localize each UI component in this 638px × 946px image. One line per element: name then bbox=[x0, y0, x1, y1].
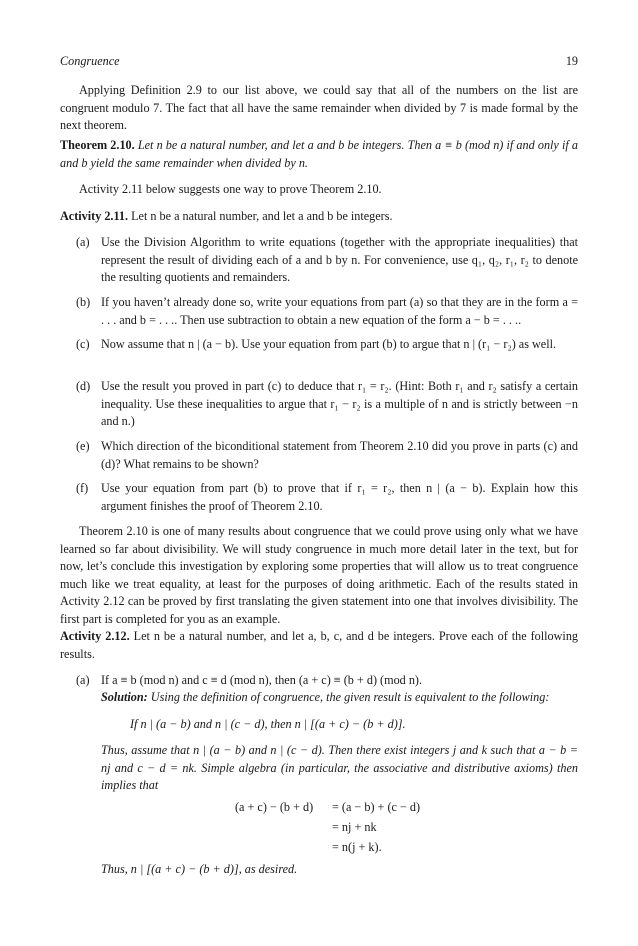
activity-2-11-heading bbox=[60, 208, 578, 226]
item-label: (c) bbox=[76, 337, 90, 351]
solution-conclusion: Thus, n | [(a + c) − (b + d)], as desired. bbox=[101, 862, 298, 876]
solution-statement: If n | (a − b) and n | (c − d), then n | [(a + c) − (b + d)]. bbox=[130, 717, 406, 731]
activity-label: Activity 2.12. bbox=[60, 629, 130, 643]
item-text: If you haven’t already done so, write your equations from part (a) so that they are in the form a = . . . and b = . . .. Then use subtraction to obtain a new equation of the form a − b = . . .. bbox=[101, 295, 578, 327]
equation-line: = n(j + k). bbox=[332, 840, 382, 854]
item-label: (a) bbox=[76, 673, 90, 687]
item-label: (b) bbox=[76, 295, 91, 309]
item-text: If a ≡ b (mod n) and c ≡ d (mod n), then (a + c) ≡ (b + d) (mod n). bbox=[101, 673, 423, 687]
paragraph-congruence-properties: Theorem 2.10 is one of many results about congruence that we could prove using only what we have learned so far about divisibility. We will study congruence in much more detail later in the text, but for now, let’s conclude this investigation by exploring some properties that will allow us to treat congruence much like we treat equality, at least for the purposes of doing arithmetic. Each of the results stated in Activity 2.12 can be proved by first translating the given statement into one that involves divisibility. The first part is completed for you as an example. bbox=[60, 524, 578, 626]
equation-line: = (a − b) + (c − d) bbox=[332, 800, 421, 814]
item-label: (e) bbox=[76, 439, 90, 453]
item-text: Now assume that n | (a − b). Use your equation from part (b) to argue that n | (r₁ − r₂) as well. bbox=[101, 337, 557, 351]
item-text: Which direction of the biconditional statement from Theorem 2.10 did you prove in parts (c) and (d)? What remains to be shown? bbox=[101, 439, 578, 471]
solution-label: Solution: bbox=[101, 690, 148, 704]
item-label: (a) bbox=[76, 235, 90, 249]
activity-2-12-heading bbox=[60, 628, 578, 663]
paragraph-intro: Applying Definition 2.9 to our list above, we could say that all of the numbers on the list are congruent modulo 7. The fact that all have the same remainder when divided by 7 is made formal by the next theorem. bbox=[60, 83, 578, 132]
theorem-2-10 bbox=[60, 137, 578, 172]
item-label: (f) bbox=[76, 481, 89, 495]
item-label: (d) bbox=[76, 379, 91, 393]
solution-intro bbox=[101, 689, 578, 707]
activity-label: Activity 2.11. bbox=[60, 209, 129, 223]
paragraph-activity-ref: Activity 2.11 below suggests one way to prove Theorem 2.10. bbox=[79, 182, 382, 196]
item-text: Use the Division Algorithm to write equations (together with the appropriate inequalities) that represent the result of dividing each of a and b by n. For convenience, use q₁, q₂, r₁, r₂ to denote the resulting quotients and remainders. bbox=[101, 235, 578, 284]
running-header bbox=[60, 54, 578, 70]
item-text: Use the result you proved in part (c) to deduce that r₁ = r₂. (Hint: Both r₁ and r₂ satisfy a certain inequality. Use these inequalities to argue that r₁ − r₂ is a multiple of n and is strictly between −n and n.) bbox=[101, 379, 578, 428]
item-text: Use your equation from part (b) to prove that if r₁ = r₂, then n | (a − b). Explain how this argument finishes the proof of Theorem 2.10. bbox=[101, 481, 578, 513]
page-number: 19 bbox=[565, 54, 578, 68]
theorem-text: Let n be a natural number, and let a and b be integers. Then a ≡ b (mod n) if and only if a and b yield the same remainder when divided by n. bbox=[60, 138, 578, 170]
activity-intro: Let n be a natural number, and let a, b, c, and d be integers. Prove each of the following results. bbox=[60, 629, 579, 661]
equation-line: = nj + nk bbox=[332, 820, 377, 834]
solution-assume: Thus, assume that n | (a − b) and n | (c − d). Then there exist integers j and k such that a − b = nj and c − d = nk. Simple algebra (in particular, the associative and distributive axioms) then implies that bbox=[101, 743, 578, 792]
section-title: Congruence bbox=[60, 54, 120, 68]
solution-text: Using the definition of congruence, the given result is equivalent to the following: bbox=[150, 690, 550, 704]
activity-intro: Let n be a natural number, and let a and b be integers. bbox=[131, 209, 393, 223]
theorem-label: Theorem 2.10. bbox=[60, 138, 135, 152]
equation-lhs: (a + c) − (b + d) bbox=[235, 800, 314, 814]
